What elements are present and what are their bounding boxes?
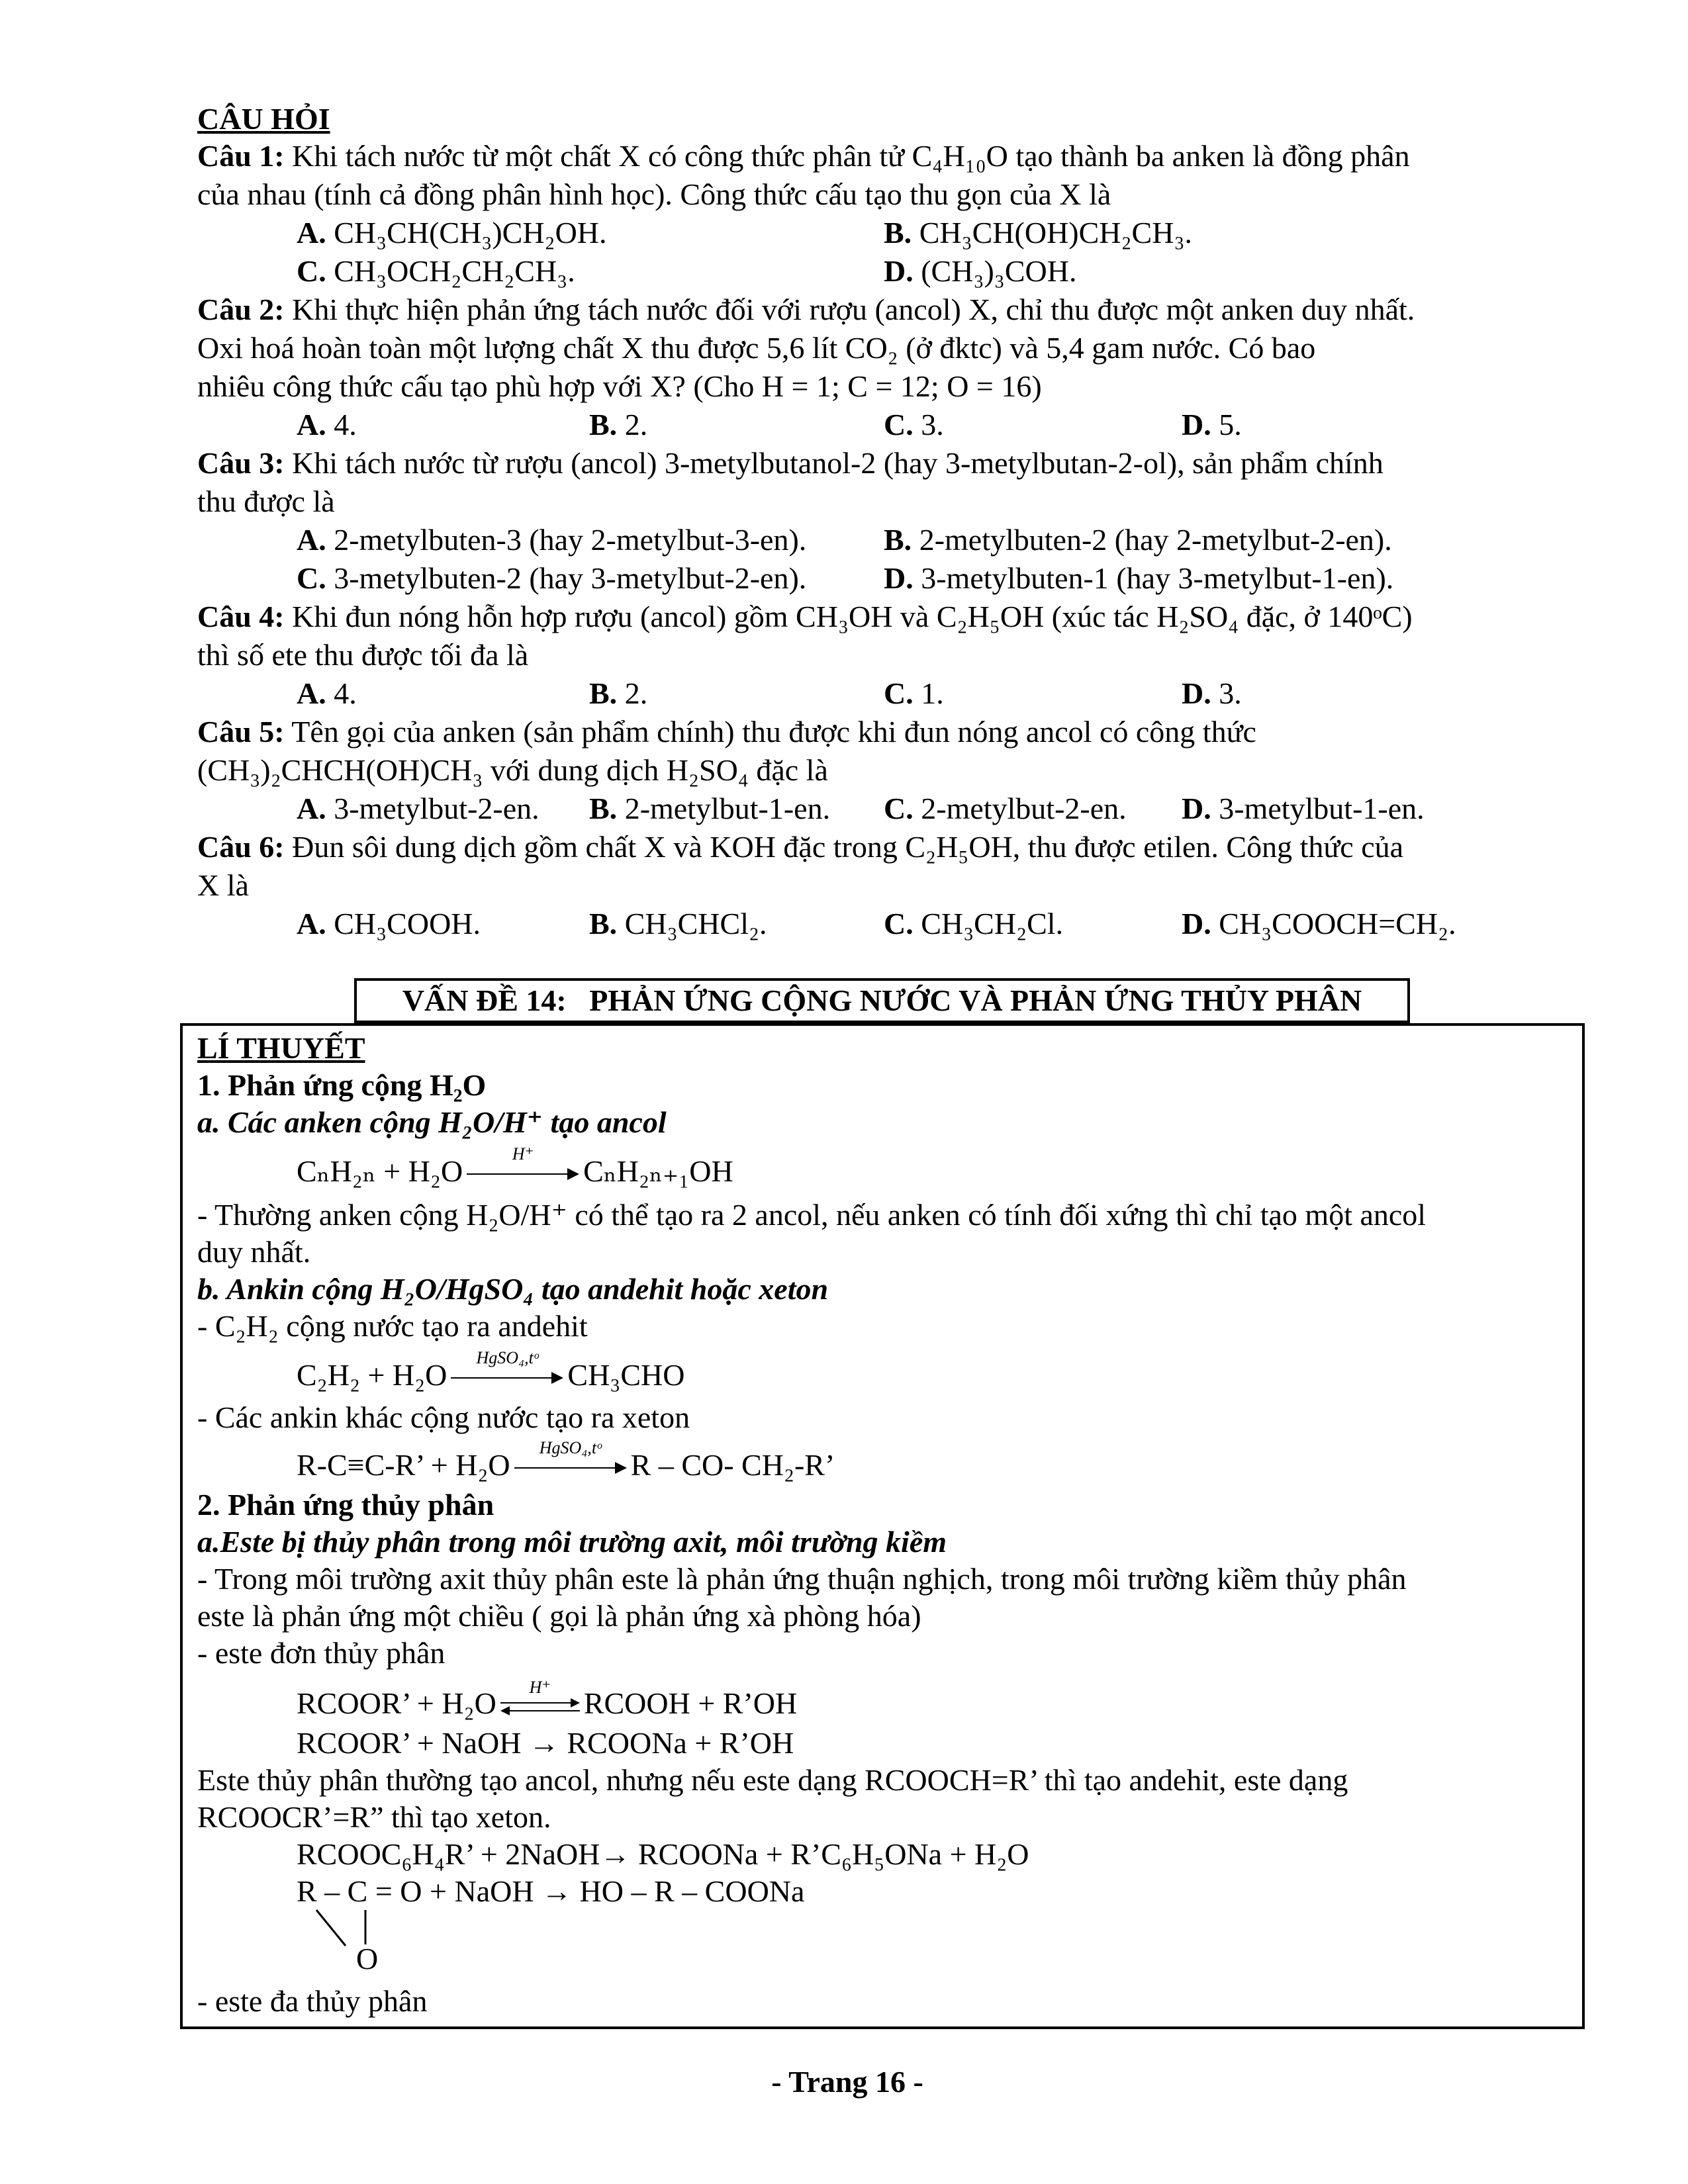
reaction-condition: H⁺ bbox=[529, 1678, 551, 1698]
questions-heading: CÂU HỎI bbox=[197, 102, 330, 136]
equation-right: R – CO- CH₂-R’ bbox=[630, 1448, 835, 1482]
reaction-condition: HgSO₄,tᵒ bbox=[539, 1438, 602, 1458]
equation-left: CₙH₂ₙ + H₂O bbox=[297, 1154, 463, 1188]
question-text-cont: X là bbox=[197, 868, 249, 902]
option-d: D. CH₃COOCH=CH₂. bbox=[1182, 907, 1456, 940]
option-c: C. CH₃CH₂Cl. bbox=[884, 907, 1064, 940]
question-label: Câu 2: bbox=[197, 293, 285, 326]
reaction-arrow-icon bbox=[514, 1438, 627, 1478]
part2-heading: 2. Phản ứng thủy phân bbox=[197, 1488, 494, 1522]
question-text: Tên gọi của anken (sản phẩm chính) thu được khi đun nóng ancol có công thức bbox=[291, 715, 1256, 749]
option-d: D. 3-metylbut-1-en. bbox=[1182, 792, 1425, 825]
equation-right: CₙH₂ₙ₊₁OH bbox=[583, 1154, 733, 1188]
equation-right: RCOOH + R’OH bbox=[583, 1686, 798, 1720]
option-a: A. 4. bbox=[297, 408, 357, 441]
equilibrium-arrow-icon bbox=[500, 1678, 580, 1716]
question-2 bbox=[197, 291, 1415, 328]
equation-right: CH₃CHO bbox=[567, 1358, 685, 1392]
question-text: Khi tách nước từ một chất X có công thức phân tử C₄H₁₀O tạo thành ba anken là đồng phân bbox=[292, 139, 1410, 173]
note-3: - Các ankin khác cộng nước tạo ra xeton bbox=[197, 1400, 690, 1434]
equation-7: R – C = O + NaOH → HO – R – COONa bbox=[297, 1874, 805, 1908]
option-d: D. 3-metylbuten-1 (hay 3-metylbut-1-en). bbox=[884, 561, 1394, 595]
equation-6: RCOOC₆H₄R’ + 2NaOH→ RCOONa + R’C₆H₅ONa + H₂O bbox=[297, 1837, 1029, 1871]
equation-3 bbox=[297, 1438, 835, 1484]
option-c: C. CH₃OCH₂CH₂CH₃. bbox=[297, 254, 575, 288]
question-3 bbox=[197, 445, 1383, 482]
question-text-cont: nhiêu công thức cấu tạo phù hợp với X? (Cho H = 1; C = 12; O = 16) bbox=[197, 369, 1042, 403]
option-a: A. 3-metylbut-2-en. bbox=[297, 792, 539, 825]
question-5 bbox=[197, 713, 1256, 751]
option-b: B. 2-metylbut-1-en. bbox=[589, 792, 831, 825]
question-label: Câu 5: bbox=[197, 715, 285, 749]
question-1 bbox=[197, 138, 1568, 175]
question-label: Câu 6: bbox=[197, 830, 285, 864]
note-7: - este đa thủy phân bbox=[197, 1984, 428, 2018]
reaction-condition: H⁺ bbox=[512, 1144, 534, 1164]
question-text: Khi đun nóng hỗn hợp rượu (ancol) gồm CH₃OH và C₂H₅OH (xúc tác H₂SO₄ đặc, ở 140ᵒC) bbox=[292, 600, 1413, 633]
part2a-heading: a.Este bị thủy phân trong môi trường axit, môi trường kiềm bbox=[197, 1525, 947, 1559]
equation-1 bbox=[297, 1144, 733, 1190]
section-title: VẤN ĐỀ 14: PHẢN ỨNG CỘNG NƯỚC VÀ PHẢN ỨNG THỦY PHÂN bbox=[402, 983, 1362, 1017]
option-a: A. CH₃COOH. bbox=[297, 907, 481, 940]
part1b-heading: b. Ankin cộng H₂O/HgSO₄ tạo andehit hoặc xeton bbox=[197, 1272, 829, 1306]
question-text-cont: của nhau (tính cả đồng phân hình học). Công thức cấu tạo thu gọn của X là bbox=[197, 177, 1111, 211]
equation-5: RCOOR’ + NaOH → RCOONa + R’OH bbox=[297, 1726, 794, 1760]
question-6 bbox=[197, 829, 1403, 866]
option-d: D. (CH₃)₃COH. bbox=[884, 254, 1077, 288]
theory-heading: LÍ THUYẾT bbox=[197, 1031, 365, 1065]
note-4-cont: este là phản ứng một chiều ( gọi là phản ứng xà phòng hóa) bbox=[197, 1599, 921, 1633]
question-text: Khi tách nước từ rượu (ancol) 3-metylbutanol-2 (hay 3-metylbutan-2-ol), sản phẩm chính bbox=[292, 446, 1383, 480]
note-6-cont: RCOOCR’=R” thì tạo xeton. bbox=[197, 1800, 551, 1834]
ring-oxygen: O bbox=[356, 1942, 379, 1976]
option-b: B. 2-metylbuten-2 (hay 2-metylbut-2-en). bbox=[884, 523, 1392, 557]
note-5: - este đơn thủy phân bbox=[197, 1636, 445, 1670]
option-a: A. 4. bbox=[297, 676, 357, 710]
equation-left: RCOOR’ + H₂O bbox=[297, 1686, 496, 1720]
option-c: C. 3-metylbuten-2 (hay 3-metylbut-2-en). bbox=[297, 561, 807, 595]
question-text: Đun sôi dung dịch gồm chất X và KOH đặc trong C₂H₅OH, thu được etilen. Công thức của bbox=[292, 830, 1404, 864]
option-c: C. 3. bbox=[884, 408, 944, 441]
option-b: B. CH₃CH(OH)CH₂CH₃. bbox=[884, 216, 1192, 250]
option-b: B. 2. bbox=[589, 676, 648, 710]
note-1-cont: duy nhất. bbox=[197, 1235, 311, 1269]
part1-heading: 1. Phản ứng cộng H₂O bbox=[197, 1068, 487, 1102]
question-text-cont: thu được là bbox=[197, 484, 335, 518]
question-text: Khi thực hiện phản ứng tách nước đối với rượu (ancol) X, chỉ thu được một anken duy nhất. bbox=[292, 293, 1415, 326]
equation-left: R-C≡C-R’ + H₂O bbox=[297, 1448, 510, 1482]
page-footer: - Trang 16 - bbox=[771, 2065, 923, 2099]
note-4: - Trong môi trường axit thủy phân este là phản ứng thuận nghịch, trong môi trường kiềm thủy phân bbox=[197, 1562, 1407, 1596]
option-c: C. 2-metylbut-2-en. bbox=[884, 792, 1127, 825]
question-text-cont: thì số ete thu được tối đa là bbox=[197, 638, 529, 672]
question-label: Câu 1: bbox=[197, 139, 285, 173]
option-c: C. 1. bbox=[884, 676, 944, 710]
part1a-heading: a. Các anken cộng H₂O/H⁺ tạo ancol bbox=[197, 1105, 667, 1139]
note-1: - Thường anken cộng H₂O/H⁺ có thể tạo ra 2 ancol, nếu anken có tính đối xứng thì chỉ tạo một ancol bbox=[197, 1198, 1427, 1232]
question-text-cont: (CH₃)₂CHCH(OH)CH₃ với dung dịch H₂SO₄ đặc là bbox=[197, 753, 828, 787]
question-label: Câu 3: bbox=[197, 446, 285, 480]
option-d: D. 3. bbox=[1182, 676, 1242, 710]
equation-left: C₂H₂ + H₂O bbox=[297, 1358, 447, 1392]
option-a: A. CH₃CH(CH₃)CH₂OH. bbox=[297, 216, 607, 250]
reaction-arrow-icon bbox=[451, 1348, 563, 1388]
reaction-arrow-icon bbox=[467, 1144, 579, 1184]
note-2: - C₂H₂ cộng nước tạo ra andehit bbox=[197, 1309, 588, 1343]
note-6: Este thủy phân thường tạo ancol, nhưng nếu este dạng RCOOCH=R’ thì tạo andehit, este dạng bbox=[197, 1763, 1348, 1797]
reaction-condition: HgSO₄,tᵒ bbox=[476, 1348, 539, 1368]
question-label: Câu 4: bbox=[197, 600, 285, 633]
question-text-cont: Oxi hoá hoàn toàn một lượng chất X thu được 5,6 lít CO₂ (ở đktc) và 5,4 gam nước. Có bao bbox=[197, 331, 1316, 365]
equation-2 bbox=[297, 1348, 685, 1394]
option-b: B. CH₃CHCl₂. bbox=[589, 907, 767, 940]
option-a: A. 2-metylbuten-3 (hay 2-metylbut-3-en). bbox=[297, 523, 807, 557]
option-d: D. 5. bbox=[1182, 408, 1242, 441]
question-4 bbox=[197, 598, 1413, 635]
equation-4 bbox=[297, 1678, 798, 1722]
option-b: B. 2. bbox=[589, 408, 648, 441]
